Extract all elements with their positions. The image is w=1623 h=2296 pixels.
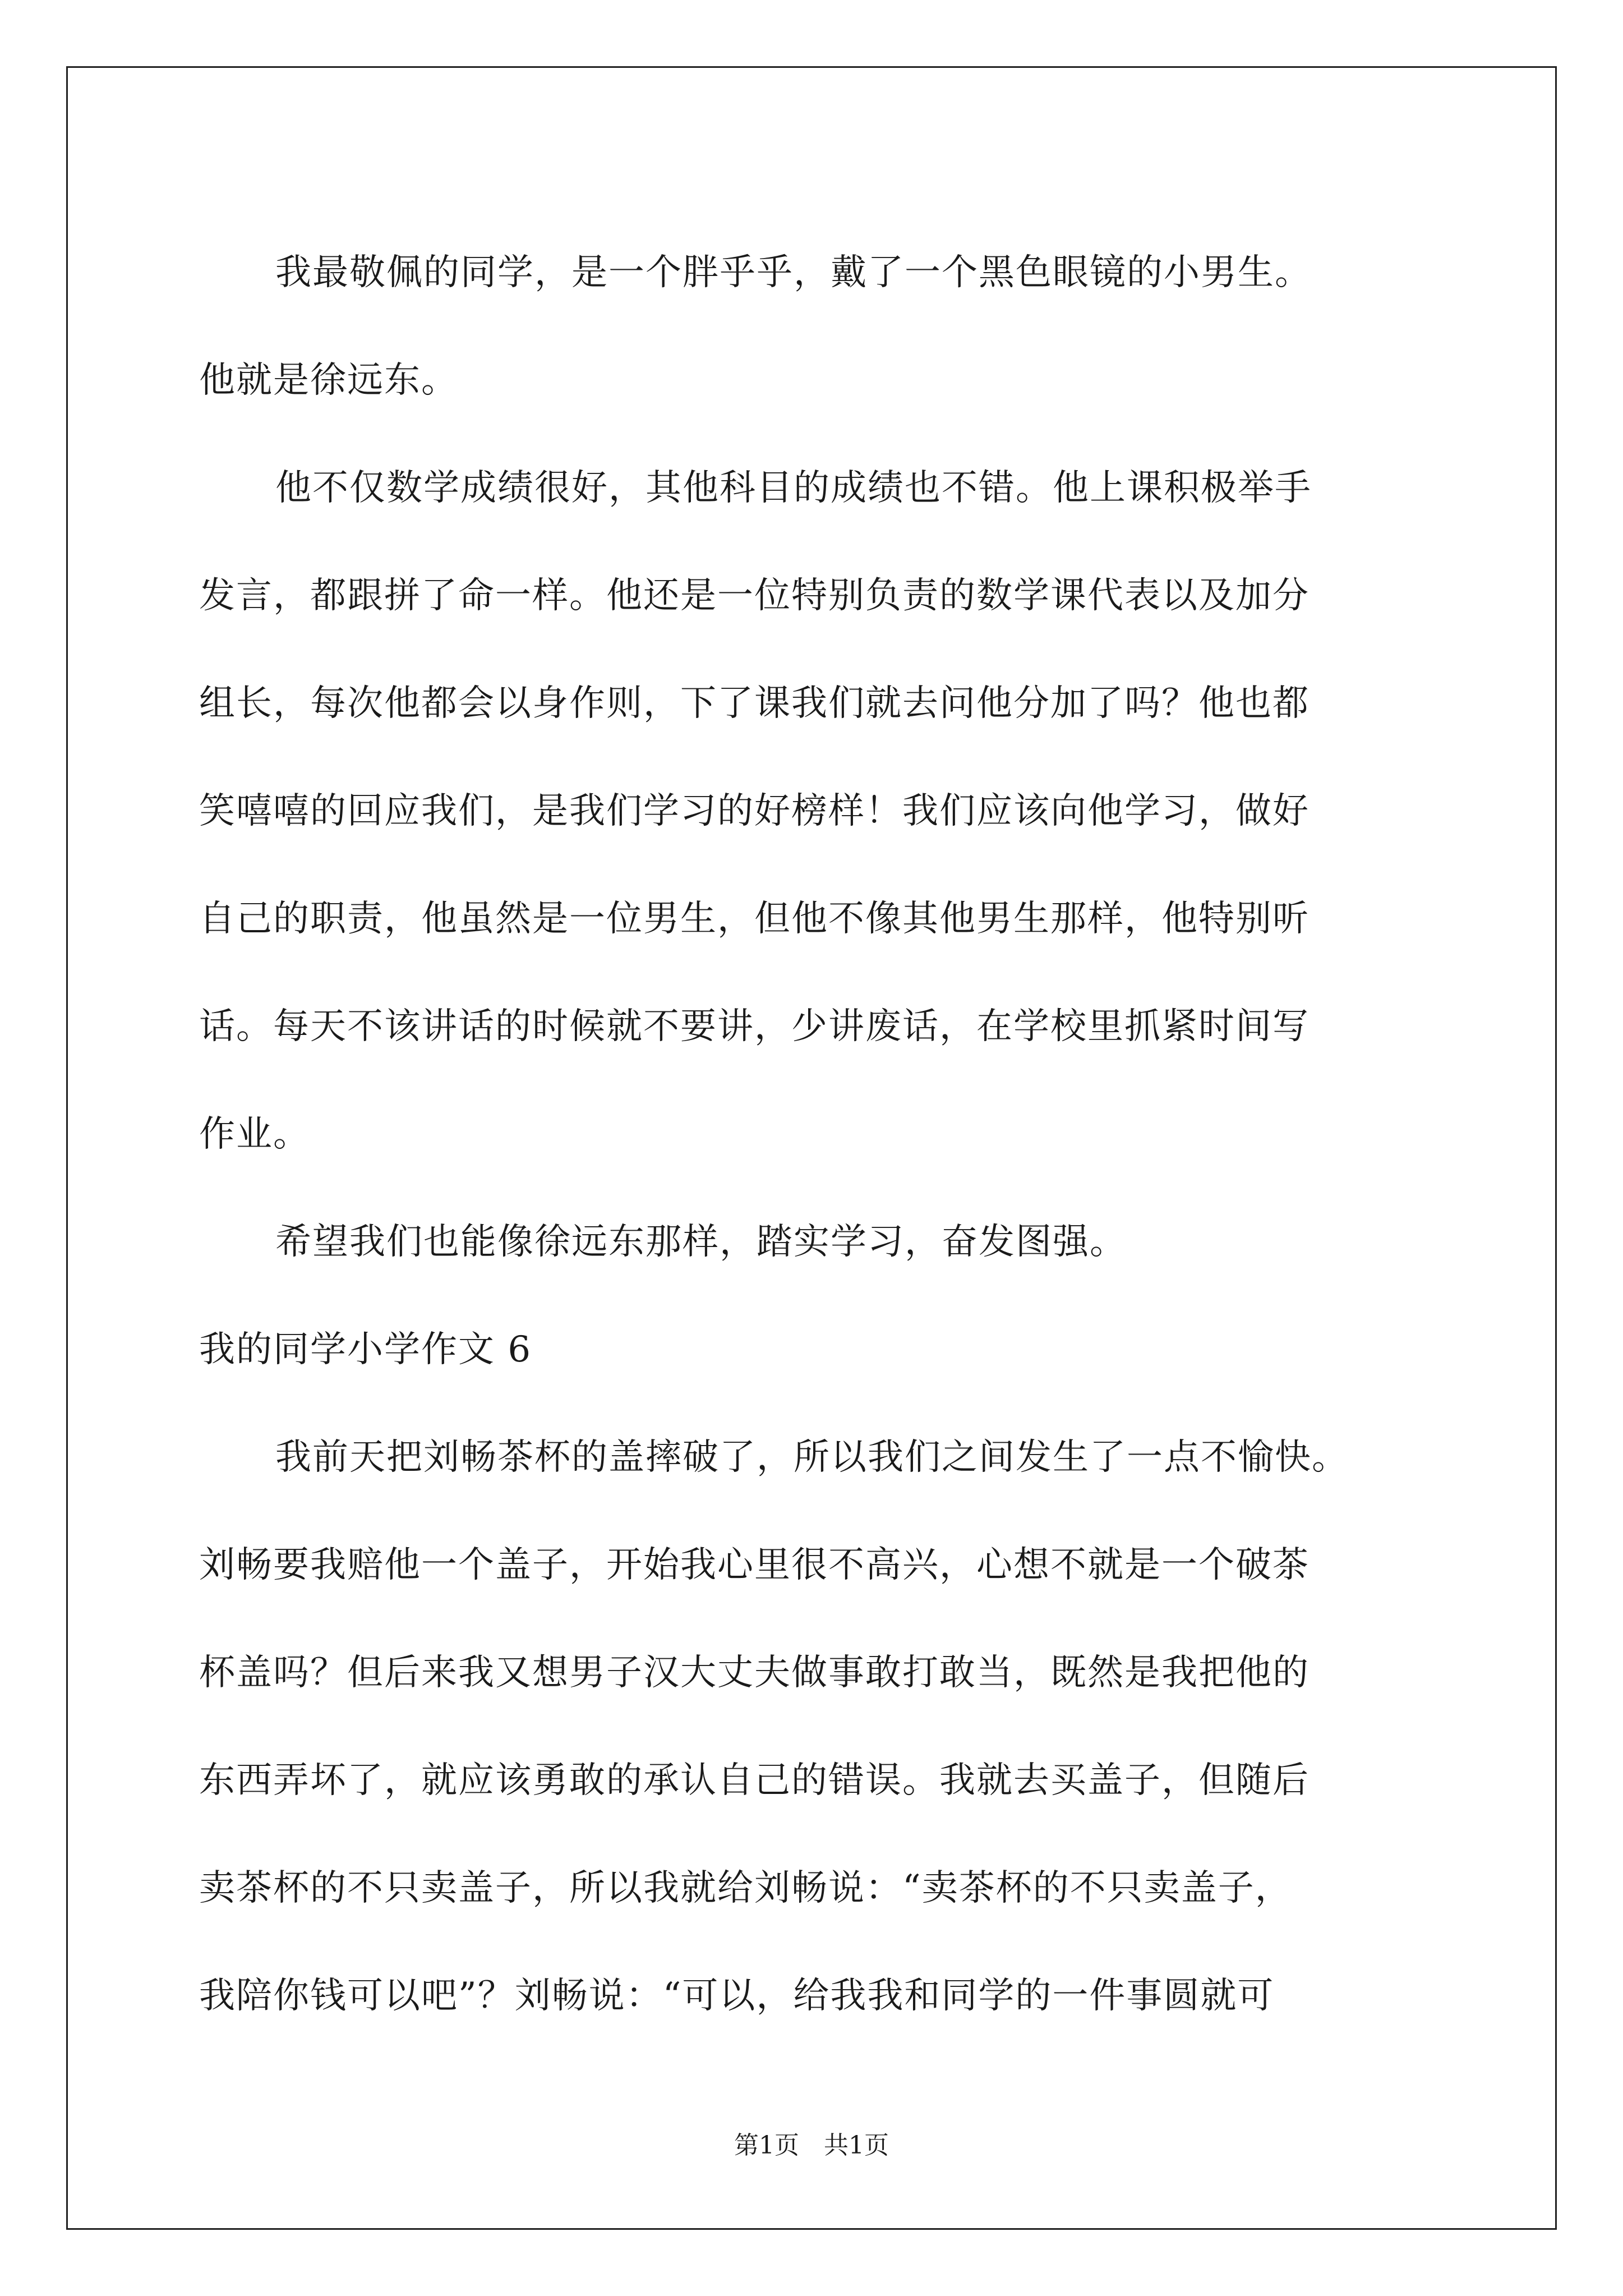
paragraph-line: 他不仅数学成绩很好，其他科目的成绩也不错。他上课积极举手 [275,467,1312,509]
paragraph-line: 东西弄坏了，就应该勇敢的承认自己的错误。我就去买盖子，但随后 [199,1760,1310,1801]
page-footer [0,2129,1623,2162]
paragraph-line: 他就是徐远东。 [199,360,458,401]
paragraph-line: 卖茶杯的不只卖盖子，所以我就给刘畅说：“卖茶杯的不只卖盖子， [199,1867,1292,1909]
page-number-current: 第1页 [734,2131,799,2160]
paragraph-line: 组长，每次他都会以身作则，下了课我们就去问他分加了吗？他也都 [199,683,1310,724]
paragraph-line: 我陪你钱可以吧”？刘畅说：“可以，给我我和同学的一件事圆就可 [199,1975,1275,2017]
paragraph-line: 刘畅要我赔他一个盖子，开始我心里很不高兴，心想不就是一个破茶 [199,1544,1310,1586]
page-number-total: 共1页 [824,2131,889,2160]
section-heading: 我的同学小学作文 6 [199,1329,532,1370]
paragraph-line: 话。每天不该讲话的时候就不要讲，少讲废话，在学校里抓紧时间写 [199,1006,1310,1047]
paragraph-line: 我最敬佩的同学，是一个胖乎乎，戴了一个黑色眼镜的小男生。 [275,252,1312,293]
paragraph-line: 我前天把刘畅茶杯的盖摔破了，所以我们之间发生了一点不愉快。 [275,1437,1349,1478]
paragraph-line: 杯盖吗？但后来我又想男子汉大丈夫做事敢打敢当，既然是我把他的 [199,1652,1310,1694]
paragraph-line: 自己的职责，他虽然是一位男生，但他不像其他男生那样，他特别听 [199,898,1310,940]
paragraph-line: 作业。 [199,1114,310,1155]
paragraph-line: 笑嘻嘻的回应我们，是我们学习的好榜样！我们应该向他学习，做好 [199,790,1310,832]
paragraph-line: 发言，都跟拼了命一样。他还是一位特别负责的数学课代表以及加分 [199,575,1310,616]
document-body [199,219,1427,2050]
paragraph-line: 希望我们也能像徐远东那样，踏实学习，奋发图强。 [275,1221,1127,1263]
